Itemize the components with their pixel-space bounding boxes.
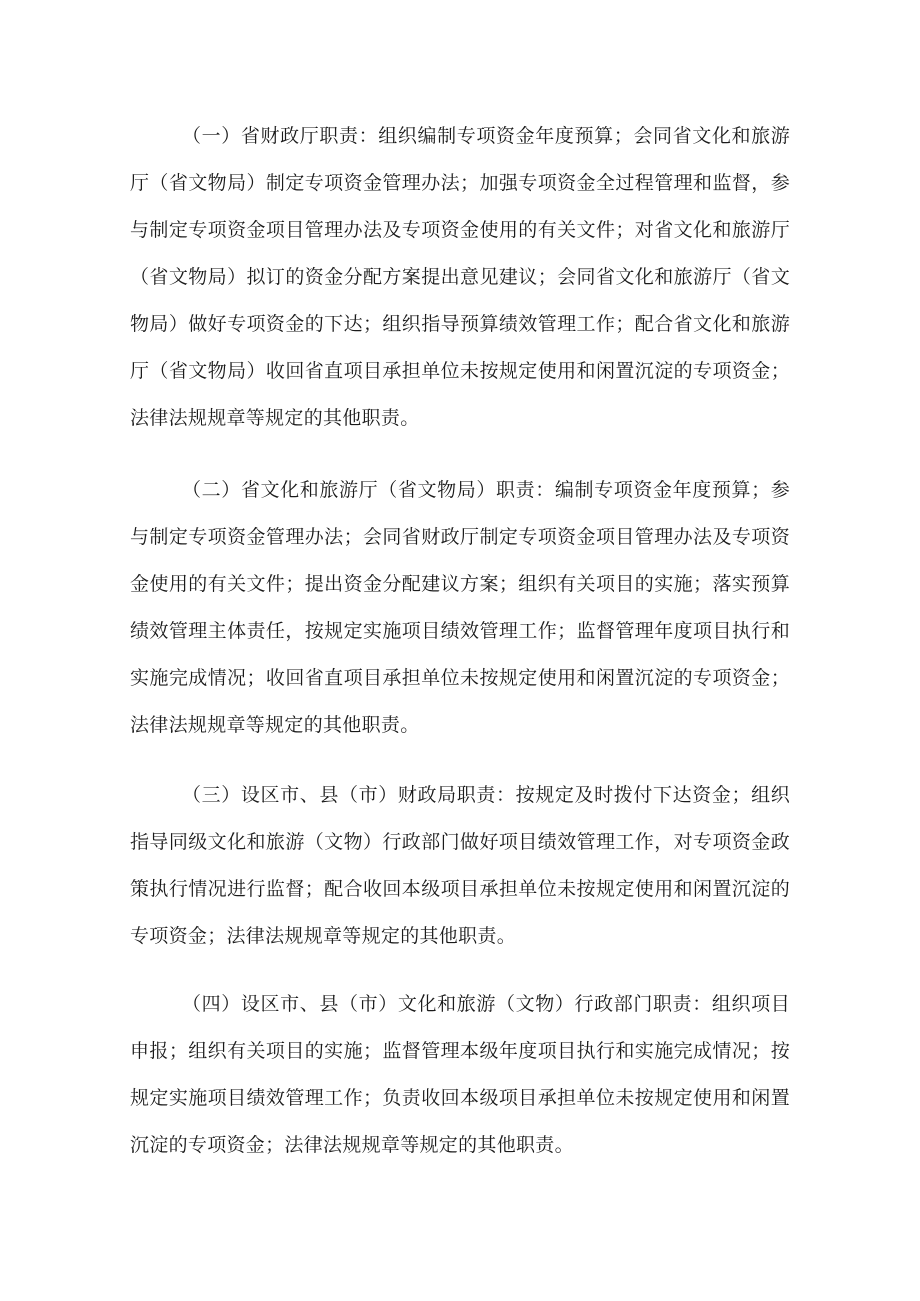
paragraph-provincial-finance-duties: （一）省财政厅职责：组织编制专项资金年度预算；会同省文化和旅游厅（省文物局）制定专项资金管理办法；加强专项资金全过程管理和监督，参与制定专项资金项目管理办法及专项资金使用的有关文件；对省文化和旅游厅（省文物局）拟订的资金分配方案提出意见建议；会同省文化和旅游厅（省文物局）做好专项资金的下达；组织指导预算绩效管理工作；配合省文化和旅游厅（省文物局）收回省直项目承担单位未按规定使用和闲置沉淀的专项资金；法律法规规章等规定的其他职责。 xyxy=(130,125,790,429)
paragraph-provincial-culture-tourism-duties: （二）省文化和旅游厅（省文物局）职责：编制专项资金年度预算；参与制定专项资金管理办法；会同省财政厅制定专项资金项目管理办法及专项资金使用的有关文件；提出资金分配建议方案；组织有关项目的实施；落实预算绩效管理主体责任，按规定实施项目绩效管理工作；监督管理年度项目执行和实施完成情况；收回省直项目承担单位未按规定使用和闲置沉淀的专项资金；法律法规规章等规定的其他职责。 xyxy=(130,479,790,736)
paragraph-city-county-culture-duties: （四）设区市、县（市）文化和旅游（文物）行政部门职责：组织项目申报；组织有关项目的实施；监督管理本级年度项目执行和实施完成情况；按规定实施项目绩效管理工作；负责收回本级项目承担单位未按规定使用和闲置沉淀的专项资金；法律法规规章等规定的其他职责。 xyxy=(130,993,790,1156)
paragraph-city-county-finance-duties: （三）设区市、县（市）财政局职责：按规定及时拨付下达资金；组织指导同级文化和旅游（文物）行政部门做好项目绩效管理工作，对专项资金政策执行情况进行监督；配合收回本级项目承担单位未按规定使用和闲置沉淀的专项资金；法律法规规章等规定的其他职责。 xyxy=(130,784,790,947)
